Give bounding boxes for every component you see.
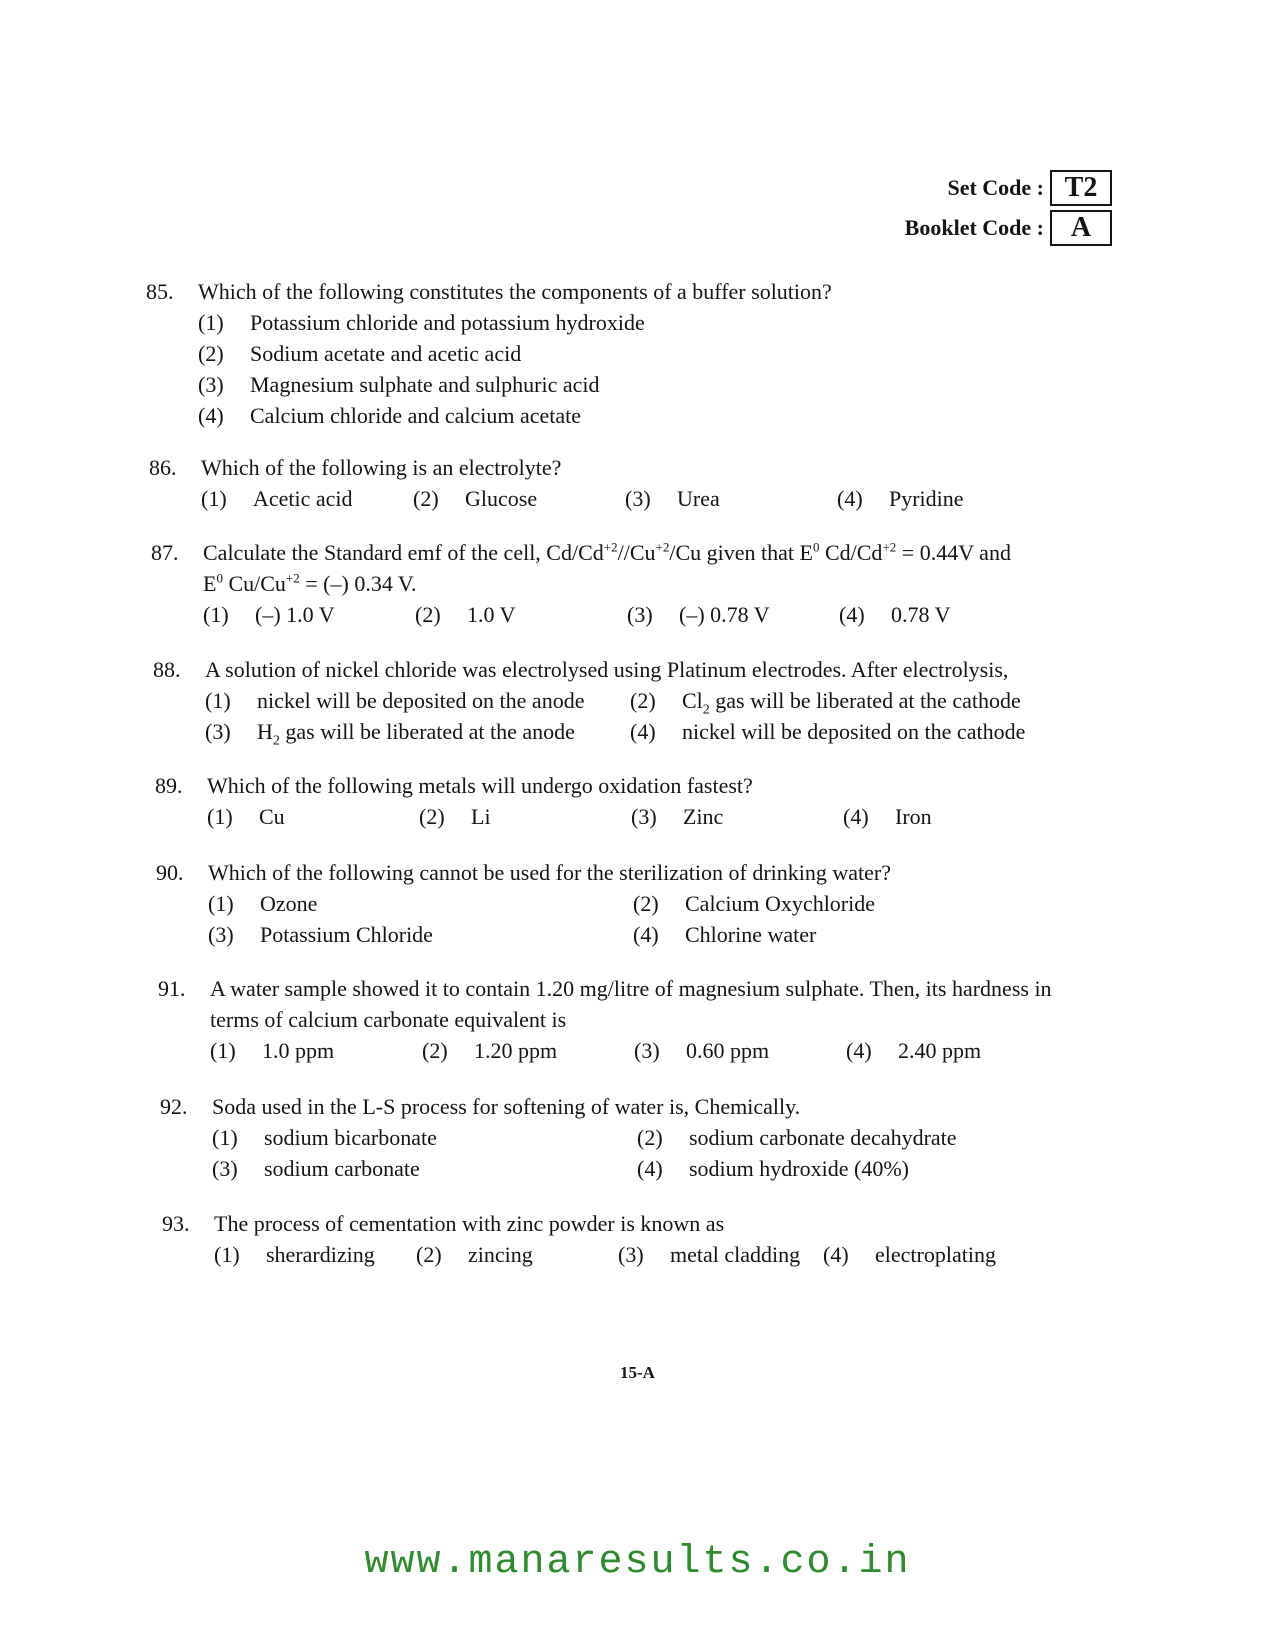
option [416, 1239, 618, 1270]
question-text-continued: terms of calcium carbonate equivalent is [210, 1007, 567, 1032]
option [631, 801, 843, 832]
degree-sup: 0 [216, 570, 223, 586]
question-text: The process of cementation with zinc powder is known as [214, 1211, 725, 1236]
option [212, 1153, 637, 1184]
option [823, 1239, 996, 1270]
options [151, 599, 1051, 630]
question-89 [155, 770, 1055, 832]
option-text: 1.20 ppm [474, 1038, 558, 1063]
option-text [682, 685, 1021, 716]
option-number: (3) [208, 922, 234, 947]
option-text: 0.60 ppm [686, 1038, 770, 1063]
question-text: Which of the following cannot be used for the sterilization of drinking water? [208, 860, 892, 885]
option-number: (2) [630, 688, 656, 713]
question-text: Which of the following metals will undergo oxidation fastest? [207, 773, 753, 798]
option [208, 888, 633, 919]
text-part: gas will be liberated at the anode [279, 719, 575, 744]
option-number: (1) [201, 486, 227, 511]
options [158, 1035, 1058, 1066]
charge-sup: +2 [603, 539, 618, 555]
option-text: 2.40 ppm [898, 1038, 982, 1063]
option-number: (4) [637, 1156, 663, 1181]
question-number: 89. [155, 773, 183, 798]
option [210, 1035, 422, 1066]
option-number: (3) [212, 1156, 238, 1181]
text-part: = 0.44V and [896, 540, 1011, 565]
option [630, 716, 1055, 747]
question-text: A water sample showed it to contain 1.20 mg/litre of magnesium sulphate. Then, its hardness in [210, 976, 1052, 1001]
option-number: (2) [637, 1125, 663, 1150]
option-text: (–) 0.78 V [679, 602, 770, 627]
option-text: sodium bicarbonate [264, 1125, 437, 1150]
question-number: 92. [160, 1094, 188, 1119]
question-text [203, 537, 1011, 568]
option-number: (4) [846, 1038, 872, 1063]
option-number: (3) [205, 719, 231, 744]
option-text: sodium hydroxide (40%) [689, 1156, 909, 1181]
booklet-code-value: A [1050, 210, 1112, 246]
text-part: Cd/Cd [819, 540, 883, 565]
option [419, 801, 631, 832]
option-text: Iron [895, 804, 932, 829]
charge-sup: +2 [655, 539, 670, 555]
option-number: (4) [839, 602, 865, 627]
question-number: 85. [146, 279, 174, 304]
question-number: 90. [156, 860, 184, 885]
option [633, 888, 1058, 919]
option-text: Ozone [260, 891, 318, 916]
option-text: Calcium chloride and calcium acetate [250, 403, 582, 428]
option [633, 919, 1058, 950]
option [625, 483, 837, 514]
question-text: Which of the following is an electrolyte? [201, 455, 562, 480]
option-text: Li [471, 804, 491, 829]
charge-sup: +2 [285, 570, 300, 586]
option-number: (1) [208, 891, 234, 916]
text-part: //Cu [617, 540, 656, 565]
option-text: sodium carbonate decahydrate [689, 1125, 957, 1150]
question-number: 86. [149, 455, 177, 480]
option [201, 483, 413, 514]
set-code-label: Set Code : [947, 175, 1044, 200]
option-number: (4) [823, 1242, 849, 1267]
watermark-url: www.manaresults.co.in [364, 1540, 911, 1585]
option [630, 685, 1055, 716]
option [422, 1035, 634, 1066]
option-text: Chlorine water [685, 922, 817, 947]
option-number: (4) [837, 486, 863, 511]
options [153, 685, 1055, 747]
option-number: (3) [627, 602, 653, 627]
option-number: (3) [631, 804, 657, 829]
question-93 [162, 1208, 996, 1270]
question-number: 91. [158, 976, 186, 1001]
option-number: (4) [630, 719, 656, 744]
option-text: Cu [259, 804, 285, 829]
question-text-continued [151, 568, 1051, 599]
option [208, 919, 633, 950]
formula-part: Cl [682, 688, 703, 713]
option-number: (2) [416, 1242, 442, 1267]
option-text: Calcium Oxychloride [685, 891, 876, 916]
text-part: = (–) 0.34 V. [299, 571, 417, 596]
options [155, 801, 1055, 832]
option-text: sherardizing [266, 1242, 375, 1267]
option [637, 1153, 1062, 1184]
degree-sup: 0 [812, 539, 820, 555]
option-text: Sodium acetate and acetic acid [250, 341, 522, 366]
option-number: (2) [419, 804, 445, 829]
option-text: 1.0 V [467, 602, 516, 627]
option [207, 801, 419, 832]
option-number: (4) [633, 922, 659, 947]
option [214, 1239, 416, 1270]
booklet-codes [800, 168, 1112, 248]
option-text: nickel will be deposited on the anode [257, 688, 585, 713]
option-number: (1) [210, 1038, 236, 1063]
option-text: Urea [677, 486, 720, 511]
option-text: Potassium Chloride [260, 922, 433, 947]
option [205, 685, 630, 716]
question-text: Which of the following constitutes the components of a buffer solution? [198, 279, 832, 304]
text-part: Calculate the Standard emf of the cell, Cd/Cd [203, 540, 604, 565]
option-text: 0.78 V [891, 602, 951, 627]
option-number: (1) [212, 1125, 238, 1150]
option-number: (4) [198, 403, 224, 428]
option-text: Zinc [683, 804, 724, 829]
option-number: (2) [415, 602, 441, 627]
question-90 [156, 857, 1058, 950]
question-86 [149, 452, 1049, 514]
option-number: (2) [633, 891, 659, 916]
option [413, 483, 625, 514]
option-number: (1) [207, 804, 233, 829]
question-number: 87. [151, 540, 179, 565]
question-91 [158, 973, 1058, 1066]
booklet-code-row [800, 208, 1112, 248]
option-number: (2) [198, 341, 224, 366]
option [198, 369, 832, 400]
option-number: (3) [625, 486, 651, 511]
option [637, 1122, 1062, 1153]
option-number: (3) [198, 372, 224, 397]
booklet-code-label: Booklet Code : [904, 215, 1044, 240]
option-number: (4) [843, 804, 869, 829]
question-92 [160, 1091, 1062, 1184]
option [837, 483, 1049, 514]
option [618, 1239, 823, 1270]
option-number: (1) [205, 688, 231, 713]
option-text: Magnesium sulphate and sulphuric acid [250, 372, 600, 397]
option [627, 599, 839, 630]
question-87 [151, 537, 1051, 630]
option [198, 307, 832, 338]
text-part: /Cu given that E [669, 540, 813, 565]
option-text: 1.0 ppm [262, 1038, 335, 1063]
option [846, 1035, 1058, 1066]
options [156, 888, 1058, 950]
text-part: gas will be liberated at the cathode [709, 688, 1021, 713]
option-number: (3) [618, 1242, 644, 1267]
option-text: Potassium chloride and potassium hydroxide [250, 310, 645, 335]
option-text [257, 716, 575, 747]
option-text: nickel will be deposited on the cathode [682, 719, 1026, 744]
option-number: (3) [634, 1038, 660, 1063]
question-85 [146, 276, 832, 431]
option-number: (1) [198, 310, 224, 335]
option [198, 400, 832, 431]
option-number: (1) [214, 1242, 240, 1267]
options [149, 483, 1049, 514]
option [203, 599, 415, 630]
option [415, 599, 627, 630]
question-text: Soda used in the L-S process for softening of water is, Chemically. [212, 1094, 801, 1119]
option-number: (2) [422, 1038, 448, 1063]
page-number: 15-A [620, 1363, 655, 1382]
option [205, 716, 630, 747]
options [160, 1122, 1062, 1184]
options [162, 1239, 996, 1270]
option [198, 338, 832, 369]
option-text: metal cladding [670, 1242, 801, 1267]
options [146, 307, 832, 431]
text-part: Cu/Cu [222, 571, 286, 596]
set-code-row [800, 168, 1112, 208]
option-number: (1) [203, 602, 229, 627]
question-88 [153, 654, 1055, 747]
charge-sup: +2 [882, 539, 897, 555]
option-text: Glucose [465, 486, 538, 511]
text-part: E [203, 571, 217, 596]
option-number: (2) [413, 486, 439, 511]
option-text: sodium carbonate [264, 1156, 420, 1181]
subscript: 2 [702, 702, 710, 718]
option-text: (–) 1.0 V [255, 602, 335, 627]
question-number: 93. [162, 1211, 190, 1236]
subscript: 2 [272, 733, 280, 749]
option [212, 1122, 637, 1153]
option [843, 801, 1055, 832]
option-text: zincing [468, 1242, 533, 1267]
question-number: 88. [153, 657, 181, 682]
question-text: A solution of nickel chloride was electrolysed using Platinum electrodes. After electrolysis, [205, 657, 1009, 682]
option [634, 1035, 846, 1066]
option-text: Acetic acid [253, 486, 353, 511]
option-text: electroplating [875, 1242, 996, 1267]
set-code-value: T2 [1050, 170, 1112, 206]
formula-part: H [257, 719, 273, 744]
option [839, 599, 1051, 630]
option-text: Pyridine [889, 486, 964, 511]
